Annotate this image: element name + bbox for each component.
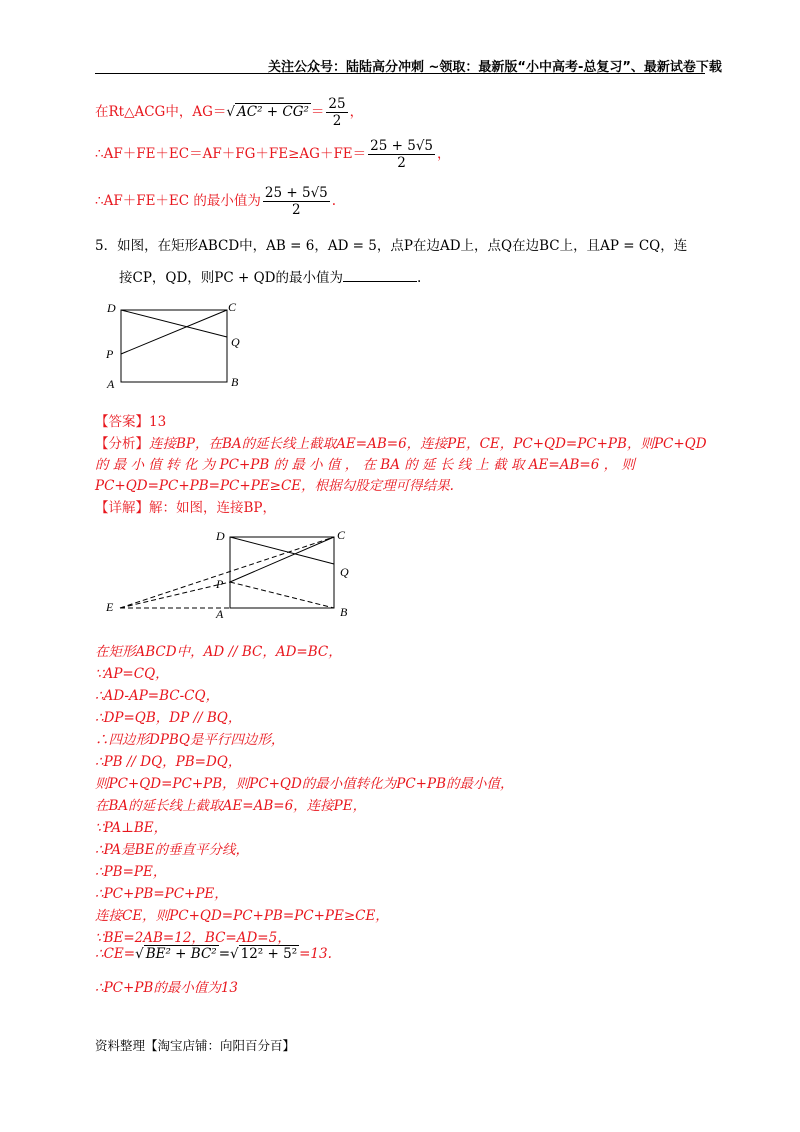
analysis-tag: 【分析】 (95, 436, 149, 452)
fig1-rectangle (121, 310, 227, 382)
fig2-line-EP (120, 582, 230, 608)
prev-line-3-den: 2 (292, 202, 301, 218)
prev-line-1-num: 25 (328, 96, 346, 112)
detail-tag: 【详解】 (95, 500, 149, 516)
step-line: 则PC+QD=PC+PB，则PC+QD的最小值转化为PC+PB的最小值， (95, 776, 514, 792)
header-rule (95, 73, 705, 74)
fig2-label-P: P (216, 577, 224, 591)
answer-value: 13 (149, 414, 167, 430)
analysis-line-2: 的 最 小 值 转 化 为 PC+PB 的 最 小 值 ， 在 BA 的 延 长 线 上 截 取 AE=AB=6 ， 则 (95, 457, 635, 473)
prev-line-1-suffix: ， (349, 104, 364, 120)
prev-line-3 (95, 185, 336, 218)
fig1-label-B: B (231, 375, 239, 389)
question-line-2 (119, 266, 421, 286)
question-line-2-suffix: . (417, 270, 422, 286)
page-header: 关注公众号：陆陆高分冲刺 ~领取：最新版“小中高考-总复习”、最新试卷下载 (268, 60, 722, 75)
prev-line-3-num: 25 + 5√5 (264, 185, 328, 201)
fig1-label-P: P (106, 347, 114, 361)
step-line: ∵AP=CQ， (95, 666, 169, 682)
step-line: 在BA的延长线上截取AE=AB=6，连接PE， (95, 798, 367, 814)
fig2-label-D: D (216, 529, 225, 543)
fig1-label-D: D (107, 301, 116, 315)
analysis-line-3: PC+QD=PC+PB=PC+PE≥CE，根据勾股定理可得结果. (95, 478, 454, 494)
answer-blank (343, 281, 417, 282)
prev-line-2-frac (368, 138, 435, 171)
step-line: ∴PB=PE， (95, 864, 167, 880)
step-line: 在矩形ABCD中，AD // BC，AD=BC， (95, 644, 342, 660)
ce-step-line: ∴CE=√ BE² + BC² =√ 12² + 5² =13. (95, 946, 332, 962)
prev-line-1-text: 在Rt△ACG中，AG＝ (95, 104, 227, 120)
final-step-line: ∴PC+PB的最小值为13 (95, 980, 238, 996)
prev-line-2-num: 25 + 5√5 (370, 138, 434, 154)
step-line: ∵PA⊥BE， (95, 820, 168, 836)
prev-line-1-den: 2 (332, 113, 342, 129)
ce-step-eq: = (218, 946, 231, 962)
page-footer: 资料整理【淘宝店铺：向阳百分百】 (95, 1038, 296, 1053)
step-line: ∴DP=QB，DP // BQ， (95, 710, 242, 726)
prev-line-1-eq: ＝ (310, 104, 325, 120)
detail-line (95, 496, 276, 516)
fig2-label-C: C (337, 528, 346, 542)
ce-step-sqrt-1: BE² + BC² (145, 946, 217, 962)
answer-tag: 【答案】 (95, 414, 149, 430)
analysis-line-1-text: 连接BP，在BA的延长线上截取AE=AB=6，连接PE，CE，PC+QD=PC+PB，则PC+QD (149, 436, 707, 452)
fig1-label-C: C (228, 300, 237, 314)
prev-line-2-suffix: ， (437, 146, 451, 162)
prev-line-3-frac (263, 185, 330, 218)
fig1-line-DQ (121, 310, 227, 337)
figure-2 (100, 522, 360, 622)
ce-step-sqrt-2: 12² + 5² (240, 946, 298, 962)
answer-line (95, 410, 166, 430)
fig2-line-PB (230, 582, 334, 608)
fig2-label-B: B (340, 605, 348, 619)
fig2-line-EC (120, 537, 334, 608)
prev-line-2-den: 2 (397, 155, 406, 171)
step-line: 连接CE，则PC+QD=PC+PB=PC+PE≥CE， (95, 908, 389, 924)
question-line-1: 5．如图，在矩形ABCD中，AB = 6，AD = 5，点P在边AD上，点Q在边BC上，且AP = CQ，连 (95, 238, 688, 254)
fig1-line-PC (121, 310, 227, 354)
question-line-2-text: 接CP，QD，则PC + QD的最小值为 (119, 270, 344, 286)
step-line: ∴PA是BE的垂直平分线， (95, 842, 249, 858)
fig2-label-Q: Q (340, 565, 349, 579)
fig1-label-Q: Q (231, 335, 240, 349)
prev-line-2 (95, 138, 451, 171)
prev-line-3-text: ∴AF＋FE＋EC 的最小值为 (95, 193, 261, 209)
step-line: ∴AD-AP=BC-CQ， (95, 688, 220, 704)
fig2-label-E: E (106, 600, 114, 614)
step-line: ∵BE=2AB=12，BC=AD=5， (95, 930, 291, 946)
fig2-label-A: A (216, 607, 224, 621)
ce-step-suffix: =13. (299, 946, 332, 962)
step-line: ∴PB // DQ，PB=DQ， (95, 754, 242, 770)
step-line: ∴四边形DPBQ是平行四边形， (95, 732, 285, 748)
prev-line-1-frac (326, 96, 347, 129)
analysis-line-1 (95, 432, 707, 452)
figure-1 (100, 296, 260, 396)
detail-intro: 解：如图，连接BP， (149, 500, 277, 516)
prev-line-2-text: ∴AF＋FE＋EC＝AF＋FG＋FE≥AG＋FE＝ (95, 146, 367, 162)
fig1-label-A: A (107, 377, 115, 391)
step-line: ∴PC+PB=PC+PE， (95, 886, 228, 902)
ce-step-prefix: ∴CE= (95, 946, 136, 962)
prev-line-3-suffix: . (331, 193, 337, 209)
fig2-rectangle (230, 537, 334, 608)
prev-line-1-sqrt: AC² + CG² (236, 104, 309, 120)
prev-line-1: 在Rt△ACG中，AG＝√ AC² + CG² ＝ $\frac{25}{2}$ ， (95, 96, 364, 129)
